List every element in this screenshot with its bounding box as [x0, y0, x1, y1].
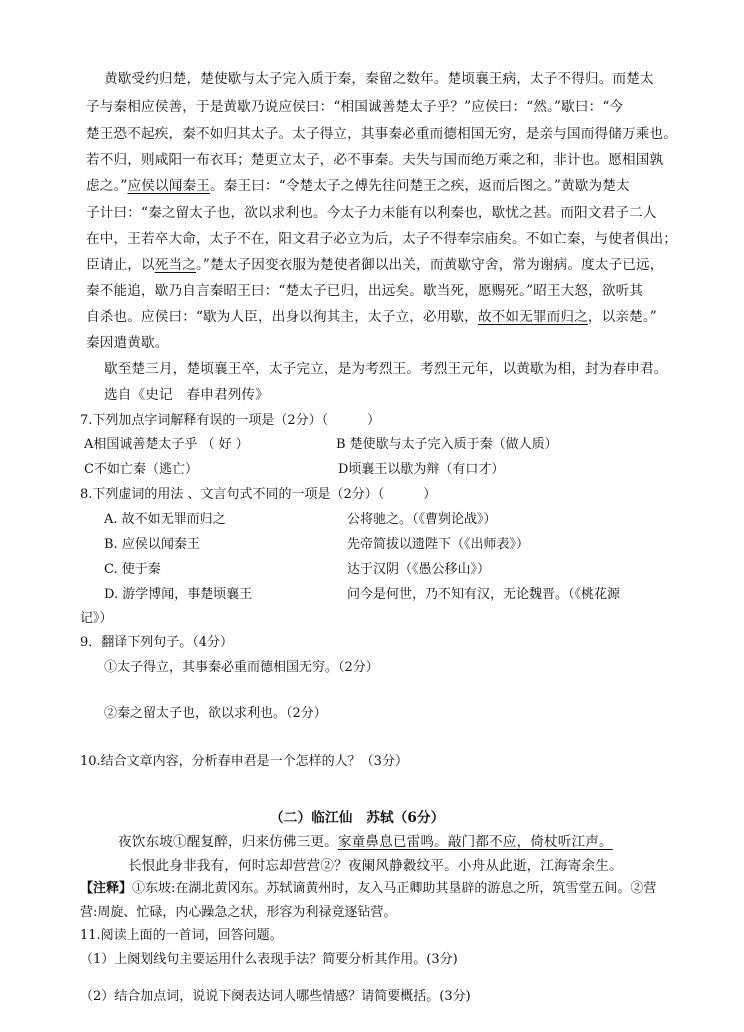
q8-option-d-right: 问今是何世，乃不知有汉，无论魏晋。（《桃花源	[347, 587, 621, 602]
passage-line-6: 子计曰：“秦之留太子也，欲以求利也。今太子力未能有以利秦也，歇忧之甚。而阳文君子二人	[86, 205, 657, 221]
q8-stem: 8.下列虚词的用法 、文言句式不同的一项是（2分）（ ）	[80, 487, 437, 502]
passage-text: 。秦王曰：“令楚太子之傅先往问楚王之疾，返而后图之。”黄歇为楚太	[210, 178, 630, 194]
poem-note-line-2: 营:周旋、忙碌，内心躁急之状，形容为利禄竟逐钻营。	[80, 905, 397, 920]
passage-line-3: 楚王恐不起疾，秦不如归其太子。太子得立，其事秦必重而德相国无穷，是亲与国而得储万乘也。	[86, 126, 677, 142]
q10-stem: 10.结合文章内容，分析春申君是一个怎样的人？（3分）	[80, 754, 408, 769]
q7-option-d: D顷襄王以歇为辩（有口才）	[338, 462, 505, 477]
q8-option-d-left: D. 游学博闻，事楚顷襄王	[104, 587, 253, 602]
passage-line-8	[86, 255, 664, 275]
underlined-phrase: 故不如无罪而归之	[477, 309, 588, 325]
q8-option-a-left: A. 故不如无罪而归之	[104, 512, 226, 527]
q7-stem: 7.下列加点字词解释有误的一项是（2分）（ ）	[80, 413, 381, 428]
passage-text: ，以亲楚。”	[587, 309, 657, 325]
passage-text: 。”楚太子因变衣服为楚使者御以出关，而黄歇守舍，常为谢病。度太子已远，	[195, 257, 664, 273]
poem-line-1	[118, 832, 613, 852]
passage-text: 臣请止，以	[86, 257, 155, 273]
underlined-phrase: 死当之	[154, 257, 196, 273]
passage-line-4: 若不归，则咸阳一布衣耳；楚更立太子，必不事秦。夫失与国而绝万乘之和，非计也。愿相国孰	[86, 152, 664, 168]
passage-line-7: 在中，王若卒大命，太子不在，阳文君子必立为后，太子不得奉宗庙矣。不如亡秦，与使者俱出；	[86, 231, 677, 247]
poem-text: 夜饮东坡①醒复醉，归来仿佛三更。	[118, 834, 338, 850]
q7-option-c: C不如亡秦（逃亡）	[84, 462, 198, 477]
q11-sub-2: （2）结合加点词，说说下阕表达词人哪些情感？请简要概括。(3分)	[80, 989, 471, 1004]
q7-option-b: B 楚使歇与太子完入质于秦（做人质）	[336, 437, 558, 452]
passage-source: 选自《史记 春申君列传》	[104, 387, 269, 403]
q9-sentence-1: ①太子得立，其事秦必重而德相国无穷。（2分）	[104, 660, 379, 675]
q9-sentence-2: ②秦之留太子也，欲以求利也。（2分）	[104, 706, 327, 721]
poem-title: （二）临江仙 苏轼（6分）	[270, 810, 445, 826]
underlined-verse: 家童鼻息已雷鸣。敲门都不应，倚杖听江声。	[337, 834, 613, 850]
passage-text: 虑之。”	[86, 178, 128, 194]
q9-stem: 9．翻译下列句子。（4分）	[80, 635, 234, 650]
poem-line-2: 长恨此身非我有，何时忘却营营②？夜阑风静縠纹平。小舟从此逝，江海寄余生。	[128, 858, 623, 874]
passage-text: 自杀也。应侯曰：“歇为人臣，出身以徇其主，太子立，必用歇，	[86, 309, 478, 325]
q8-option-b-right: 先帝简拔以遗陛下（《出师表》）	[347, 537, 530, 552]
underlined-phrase: 应侯以闻秦王	[127, 178, 210, 194]
q8-option-c-right: 达于汉阴（《愚公移山》）	[347, 562, 491, 577]
passage-line-12: 歇至楚三月，楚顷襄王卒，太子完立，是为考烈王。考烈王元年，以黄歇为相，封为春申君。	[104, 361, 668, 377]
passage-line-10	[86, 307, 657, 327]
passage-line-11: 秦因遣黄歇。	[86, 335, 169, 351]
poem-note-line-1	[80, 879, 656, 899]
passage-line-2: 子与秦相应侯善，于是黄歇乃说应侯曰：“相国诚善楚太子乎？”应侯曰：“然。”歇曰：“今	[86, 99, 624, 115]
note-label: 【注释】	[80, 881, 133, 896]
note-text: ①东坡:在湖北黄冈东。苏轼谪黄州时，友入马正卿助其垦辟的游息之所，筑雪堂五间。②营	[132, 881, 657, 896]
passage-line-1: 黄歇受约归楚，楚使歇与太子完入质于秦，秦留之数年。楚顷襄王病，太子不得归。而楚太	[104, 71, 654, 87]
q8-option-d-continued: 记》）	[80, 611, 113, 626]
q7-option-a: A相国诚善楚太子乎 （ 好 ）	[84, 437, 249, 452]
q8-option-a-right: 公将驰之。（《曹刿论战》）	[347, 512, 497, 527]
q8-option-c-left: C. 使于秦	[104, 562, 161, 577]
q11-sub-1: （1）上阕划线句主要运用什么表现手法？简要分析其作用。(3分)	[80, 952, 458, 967]
q11-stem: 11.阅读上面的一首词，回答问题。	[80, 928, 283, 943]
passage-line-5	[86, 176, 630, 196]
q8-option-b-left: B. 应侯以闻秦王	[104, 537, 200, 552]
passage-line-9: 秦不能追，歇乃自言秦昭王曰：“楚太子已归，出远矣。歇当死，愿赐死。”昭王大怒，欲听其	[86, 283, 644, 299]
